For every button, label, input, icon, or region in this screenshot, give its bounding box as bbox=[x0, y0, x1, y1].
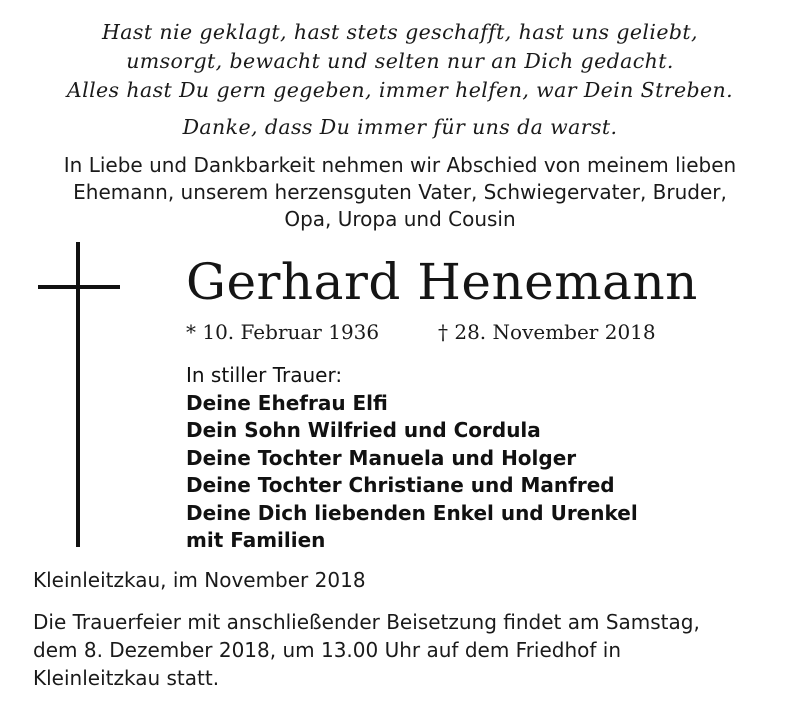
poem-line: umsorgt, bewacht und selten nur an Dich gedacht. bbox=[126, 49, 674, 73]
memorial-poem bbox=[0, 18, 800, 142]
funeral-line: Kleinleitzkau statt. bbox=[33, 666, 220, 690]
deceased-name: Gerhard Henemann bbox=[186, 253, 698, 311]
farewell-line: Ehemann, unserem herzensguten Vater, Schwiegervater, Bruder, bbox=[73, 180, 727, 204]
farewell-text bbox=[0, 152, 800, 233]
funeral-line: dem 8. Dezember 2018, um 13.00 Uhr auf dem Friedhof in bbox=[33, 638, 622, 662]
place-and-date: Kleinleitzkau, im November 2018 bbox=[33, 568, 366, 592]
mourner-entry: Deine Tochter Manuela und Holger bbox=[186, 445, 577, 470]
mourner-entry: Deine Dich liebenden Enkel und Urenkel bbox=[186, 500, 638, 525]
mourner-entry: Deine Tochter Christiane und Manfred bbox=[186, 473, 615, 497]
poem-line: Alles hast Du gern gegeben, immer helfen, war Dein Streben. bbox=[66, 78, 734, 102]
cross-horizontal-bar bbox=[38, 285, 120, 289]
poem-line: Hast nie geklagt, hast stets geschafft, hast uns geliebt, bbox=[102, 20, 698, 44]
birth-date: * 10. Februar 1936 bbox=[186, 320, 380, 344]
farewell-line: Opa, Uropa und Cousin bbox=[284, 207, 516, 231]
mourner-entry: Dein Sohn Wilfried und Cordula bbox=[186, 418, 541, 442]
mourners-heading: In stiller Trauer: bbox=[186, 363, 343, 387]
funeral-information bbox=[33, 608, 773, 692]
mourners-list bbox=[186, 362, 638, 555]
death-date: † 28. November 2018 bbox=[438, 320, 656, 344]
farewell-line: In Liebe und Dankbarkeit nehmen wir Abschied von meinem lieben bbox=[63, 153, 737, 177]
poem-line: Danke, dass Du immer für uns da warst. bbox=[182, 115, 618, 139]
mourner-entry: Deine Ehefrau Elfi bbox=[186, 390, 388, 415]
funeral-line: Die Trauerfeier mit anschließender Beisetzung findet am Samstag, bbox=[33, 610, 700, 634]
mourner-entry: mit Familien bbox=[186, 528, 326, 552]
cross-icon bbox=[38, 242, 120, 547]
